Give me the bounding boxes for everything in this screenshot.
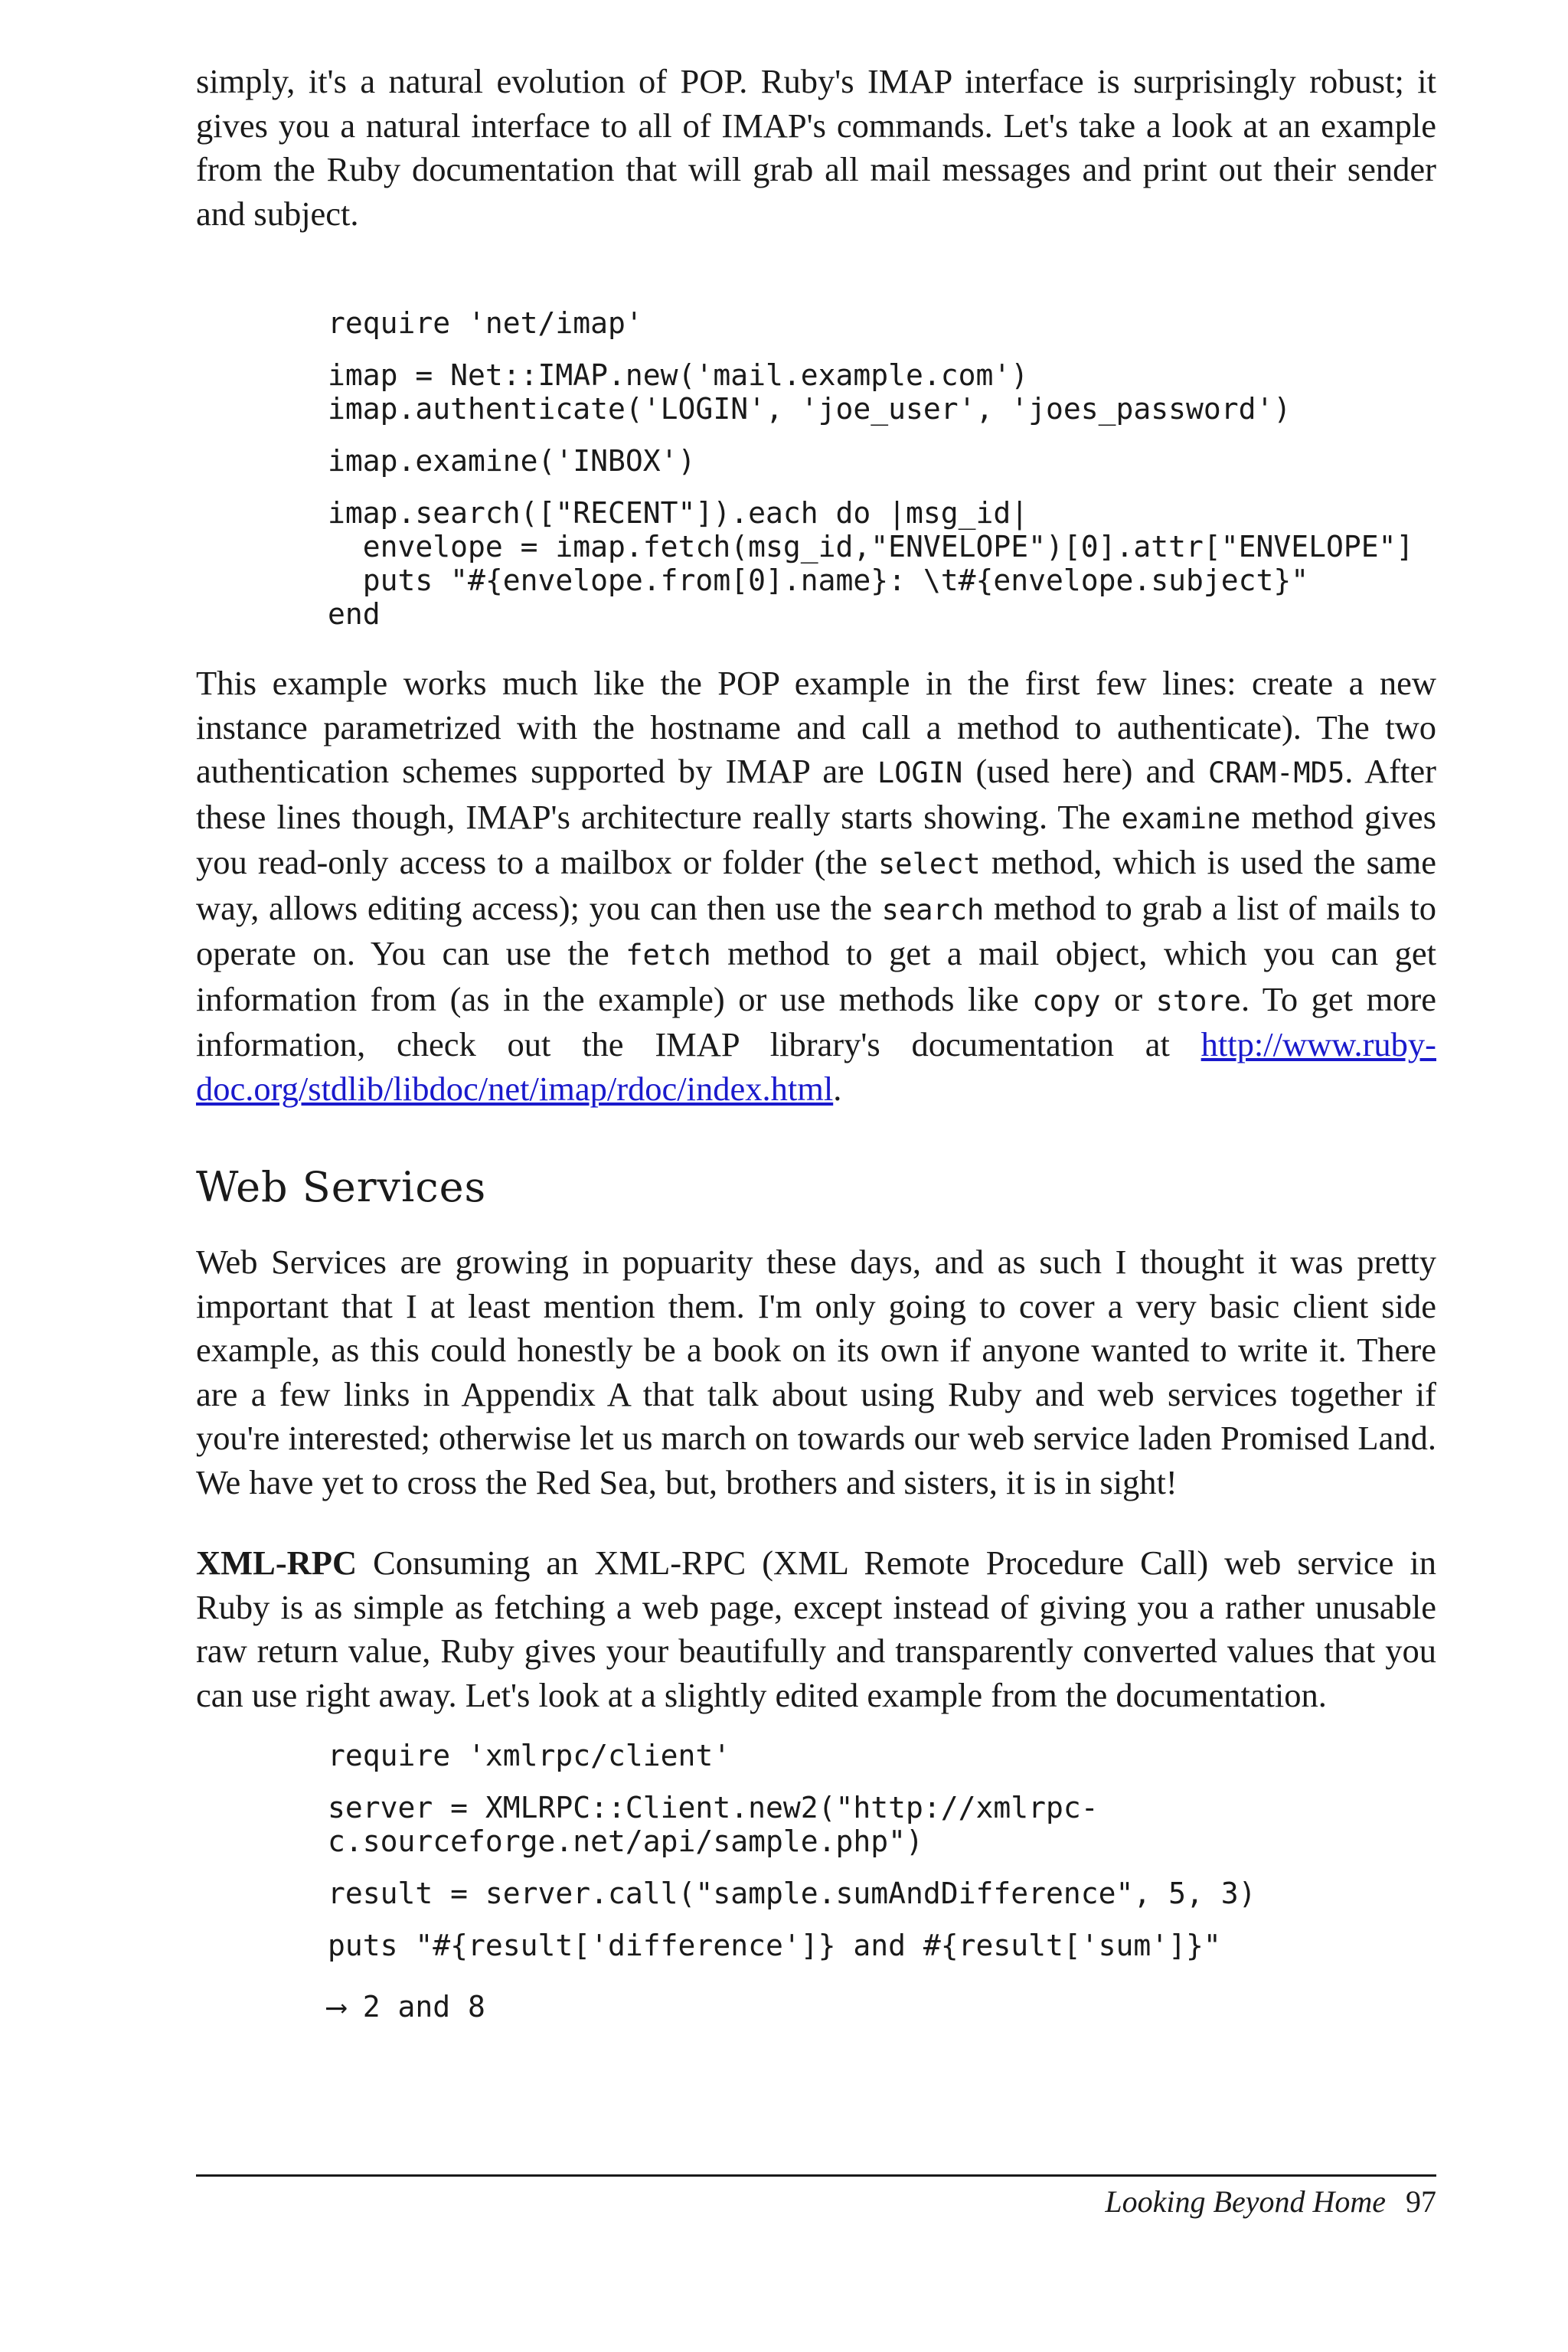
code-line: puts "#{result['difference']} and #{result['sum']}" xyxy=(328,1929,1221,1962)
running-title: Looking Beyond Home xyxy=(1105,2184,1386,2219)
page-content xyxy=(196,60,1436,2024)
code-block-xmlrpc xyxy=(196,1739,1436,2024)
paragraph-imap-intro: simply, it's a natural evolution of POP. Ruby's IMAP interface is surprisingly robust; it gives you a natural interface to all of IMAP's commands. Let's take a look at an example from the Ruby documentation that will grab all mail messages and print out their sender and subject. xyxy=(196,62,1436,233)
inline-code: copy xyxy=(1032,984,1101,1018)
code-line: require 'net/imap' xyxy=(328,306,643,340)
inline-code: search xyxy=(881,893,985,926)
code-line: imap = Net::IMAP.new('mail.example.com') imap.authenticate('LOGIN', 'joe_user', 'joes_password') xyxy=(328,358,1292,426)
inline-code: LOGIN xyxy=(877,756,963,789)
code-line: imap.examine('INBOX') xyxy=(328,444,696,478)
inline-code: examine xyxy=(1121,802,1241,835)
inline-code: select xyxy=(878,848,981,880)
paragraph-web-services: Web Services are growing in popuarity these days, and as such I thought it was pretty important that I at least mention them. I'm only going to cover a very basic client side example, as this could honestly be a book on its own if anyone wanted to write it. There are a few links in Appendix A that talk about using Ruby and web services together if you're interested; otherwise let us march on towards our web service laden Promised Land. We have yet to cross the Red Sea, but, brothers and sisters, it is in sight! xyxy=(196,1243,1436,1501)
inline-code: store xyxy=(1155,984,1241,1018)
imap-docs-link[interactable]: http://www.ruby-doc.org/stdlib/libdoc/net/imap/rdoc/index.html xyxy=(196,1025,1436,1108)
page-number: 97 xyxy=(1406,2184,1436,2219)
paragraph-imap-explain: This example works much like the POP example in the first few lines: create a new instance parametrized with the hostname and call a method to authenticate). The two authentication schemes supported by IMAP are LOGIN (used here) and CRAM-MD5. After these lines though, IMAP's architecture really starts showing. The examine method gives you read-only access to a mailbox or folder (the select method, which is used the same way, allows editing access); you can then use the search method to grab a list of mails to operate on. You can use the fetch method to get a mail object, which you can get information from (as in the example) or use methods like copy or store. To get more information, check out the IMAP library's documentation at http://www.ruby-doc.org/stdlib/libdoc/net/imap/rdoc/index.html. xyxy=(196,664,1437,1108)
code-line: imap.search(["RECENT"]).each do |msg_id| envelope = imap.fetch(msg_id,"ENVELOPE")[0].attr["ENVELOPE"] puts "#{envelope.from[0].name}: \t#{envelope.subject}" end xyxy=(328,496,1414,631)
inline-code: CRAM-MD5 xyxy=(1208,756,1345,789)
run-in-heading: XML-RPC xyxy=(196,1544,358,1582)
code-line: result = server.call("sample.sumAndDifference", 5, 3) xyxy=(328,1877,1256,1910)
code-output: ⟶ 2 and 8 xyxy=(328,1990,485,2024)
paragraph-xmlrpc: XML-RPC Consuming an XML-RPC (XML Remote Procedure Call) web service in Ruby is as simple as fetching a web page, except instead of giving you a rather unusable raw return value, Ruby gives your beautifully and transparently converted values that you can use right away. Let's look at a slightly edited example from the documentation. xyxy=(196,1544,1436,1714)
footer-rule xyxy=(196,2174,1436,2177)
section-heading: Web Services xyxy=(196,1163,487,1211)
page-footer xyxy=(1105,2184,1436,2220)
code-line: server = XMLRPC::Client.new2("http://xmlrpc- c.sourceforge.net/api/sample.php") xyxy=(328,1791,1099,1858)
inline-code: fetch xyxy=(626,939,711,972)
code-block-imap xyxy=(196,306,1436,631)
code-line: require 'xmlrpc/client' xyxy=(328,1739,731,1772)
